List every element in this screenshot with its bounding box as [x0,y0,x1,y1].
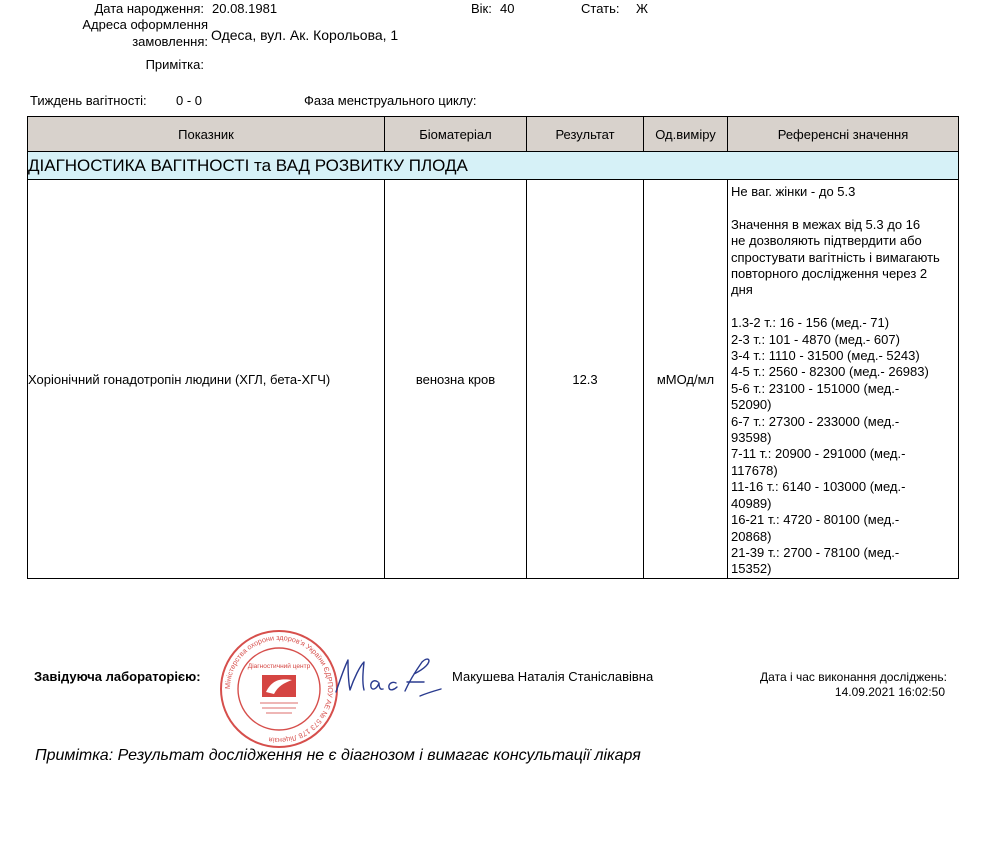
header-reference: Референсні значення [728,117,959,152]
reference-line: 2-3 т.: 101 - 4870 (мед.- 607) [731,331,900,347]
section-row [28,152,959,180]
pregnancy-week-value: 0 - 0 [176,93,203,108]
reference-line: 117678) [731,462,778,478]
stamp-inner-text: Діагностичний центр [247,663,311,670]
reference-line: 4-5 т.: 2560 - 82300 (мед.- 26983) [731,364,929,380]
indicator-cell: Хоріонічний гонадотропін людини (ХГЛ, бета-ХГЧ) [28,180,385,579]
unit-cell: мМОд/мл [644,180,728,579]
disclaimer-note: Примітка: Результат дослідження не є діагнозом і вимагає консультації лікаря [35,747,641,764]
section-title: ДІАГНОСТИКА ВАГІТНОСТІ та ВАД РОЗВИТКУ ПЛОДА [28,152,959,180]
stamp-seal-icon [218,628,340,750]
reference-line: не дозволяють підтвердити або [731,233,922,249]
reference-line: 6-7 т.: 27300 - 233000 (мед.- [731,413,900,429]
header-biomaterial: Біоматеріал [385,117,527,152]
reference-line: 1.3-2 т.: 16 - 156 (мед.- 71) [731,315,890,331]
reference-line: Значення в межах від 5.3 до 16 [731,216,921,232]
header-indicator: Показник [28,117,385,152]
reference-line: 52090) [731,397,772,413]
cycle-phase-label: Фаза менструального циклу: [304,93,477,108]
reference-line: 16-21 т.: 4720 - 80100 (мед.- [731,512,900,528]
header-result: Результат [527,117,644,152]
reference-line: спростувати вагітність і вимагають [731,249,940,265]
age-label: Вік: [471,1,492,16]
table-row [28,180,959,579]
datetime-label: Дата і час виконання досліджень: [760,670,947,684]
reference-line: 15352) [731,561,772,577]
reference-line: повторного дослідження через 2 [731,266,928,282]
address-value: Одеса, вул. Ак. Корольова, 1 [211,27,399,43]
reference-line: 20868) [731,528,772,544]
reference-line: Не ваг. жінки - до 5.3 [731,184,856,199]
address-label-line1: Адреса оформлення [82,17,208,32]
head-name: Макушева Наталія Станіславівна [452,669,654,684]
reference-line: 40989) [731,495,772,511]
biomaterial-cell: венозна кров [385,180,527,579]
reference-line: 93598) [731,430,772,446]
stamp-ring-text: Міністерства охорони здоров'я України ЄДРПОУ АЕ № 573 178 Ліцензія [222,632,336,746]
age-value: 40 [500,1,515,16]
reference-line: 3-4 т.: 1110 - 31500 (мед.- 5243) [731,348,920,364]
reference-values [728,180,958,578]
sex-label: Стать: [581,1,620,16]
reference-line [731,200,952,216]
pregnancy-week-label: Тиждень вагітності: [30,93,147,108]
datetime-value: 14.09.2021 16:02:50 [834,685,945,699]
reference-cell [728,180,959,579]
reference-line [731,299,952,315]
note-label: Примітка: [145,57,204,72]
dob-value: 20.08.1981 [212,1,278,16]
sex-value: Ж [636,1,649,16]
reference-line: 21-39 т.: 2700 - 78100 (мед.- [731,544,900,560]
reference-line: 11-16 т.: 6140 - 103000 (мед.- [731,479,906,495]
signature-icon [330,652,445,702]
reference-line: 5-6 т.: 23100 - 151000 (мед.- [731,380,900,396]
reference-line: дня [731,282,753,298]
head-label: Завідуюча лабораторією: [34,669,201,684]
address-label-line2: замовлення: [132,34,208,49]
results-table [27,116,959,579]
dob-label: Дата народження: [94,1,204,16]
result-cell: 12.3 [527,180,644,579]
reference-line: 7-11 т.: 20900 - 291000 (мед.- [731,446,906,462]
header-unit: Од.виміру [644,117,728,152]
table-header-row [28,117,959,152]
